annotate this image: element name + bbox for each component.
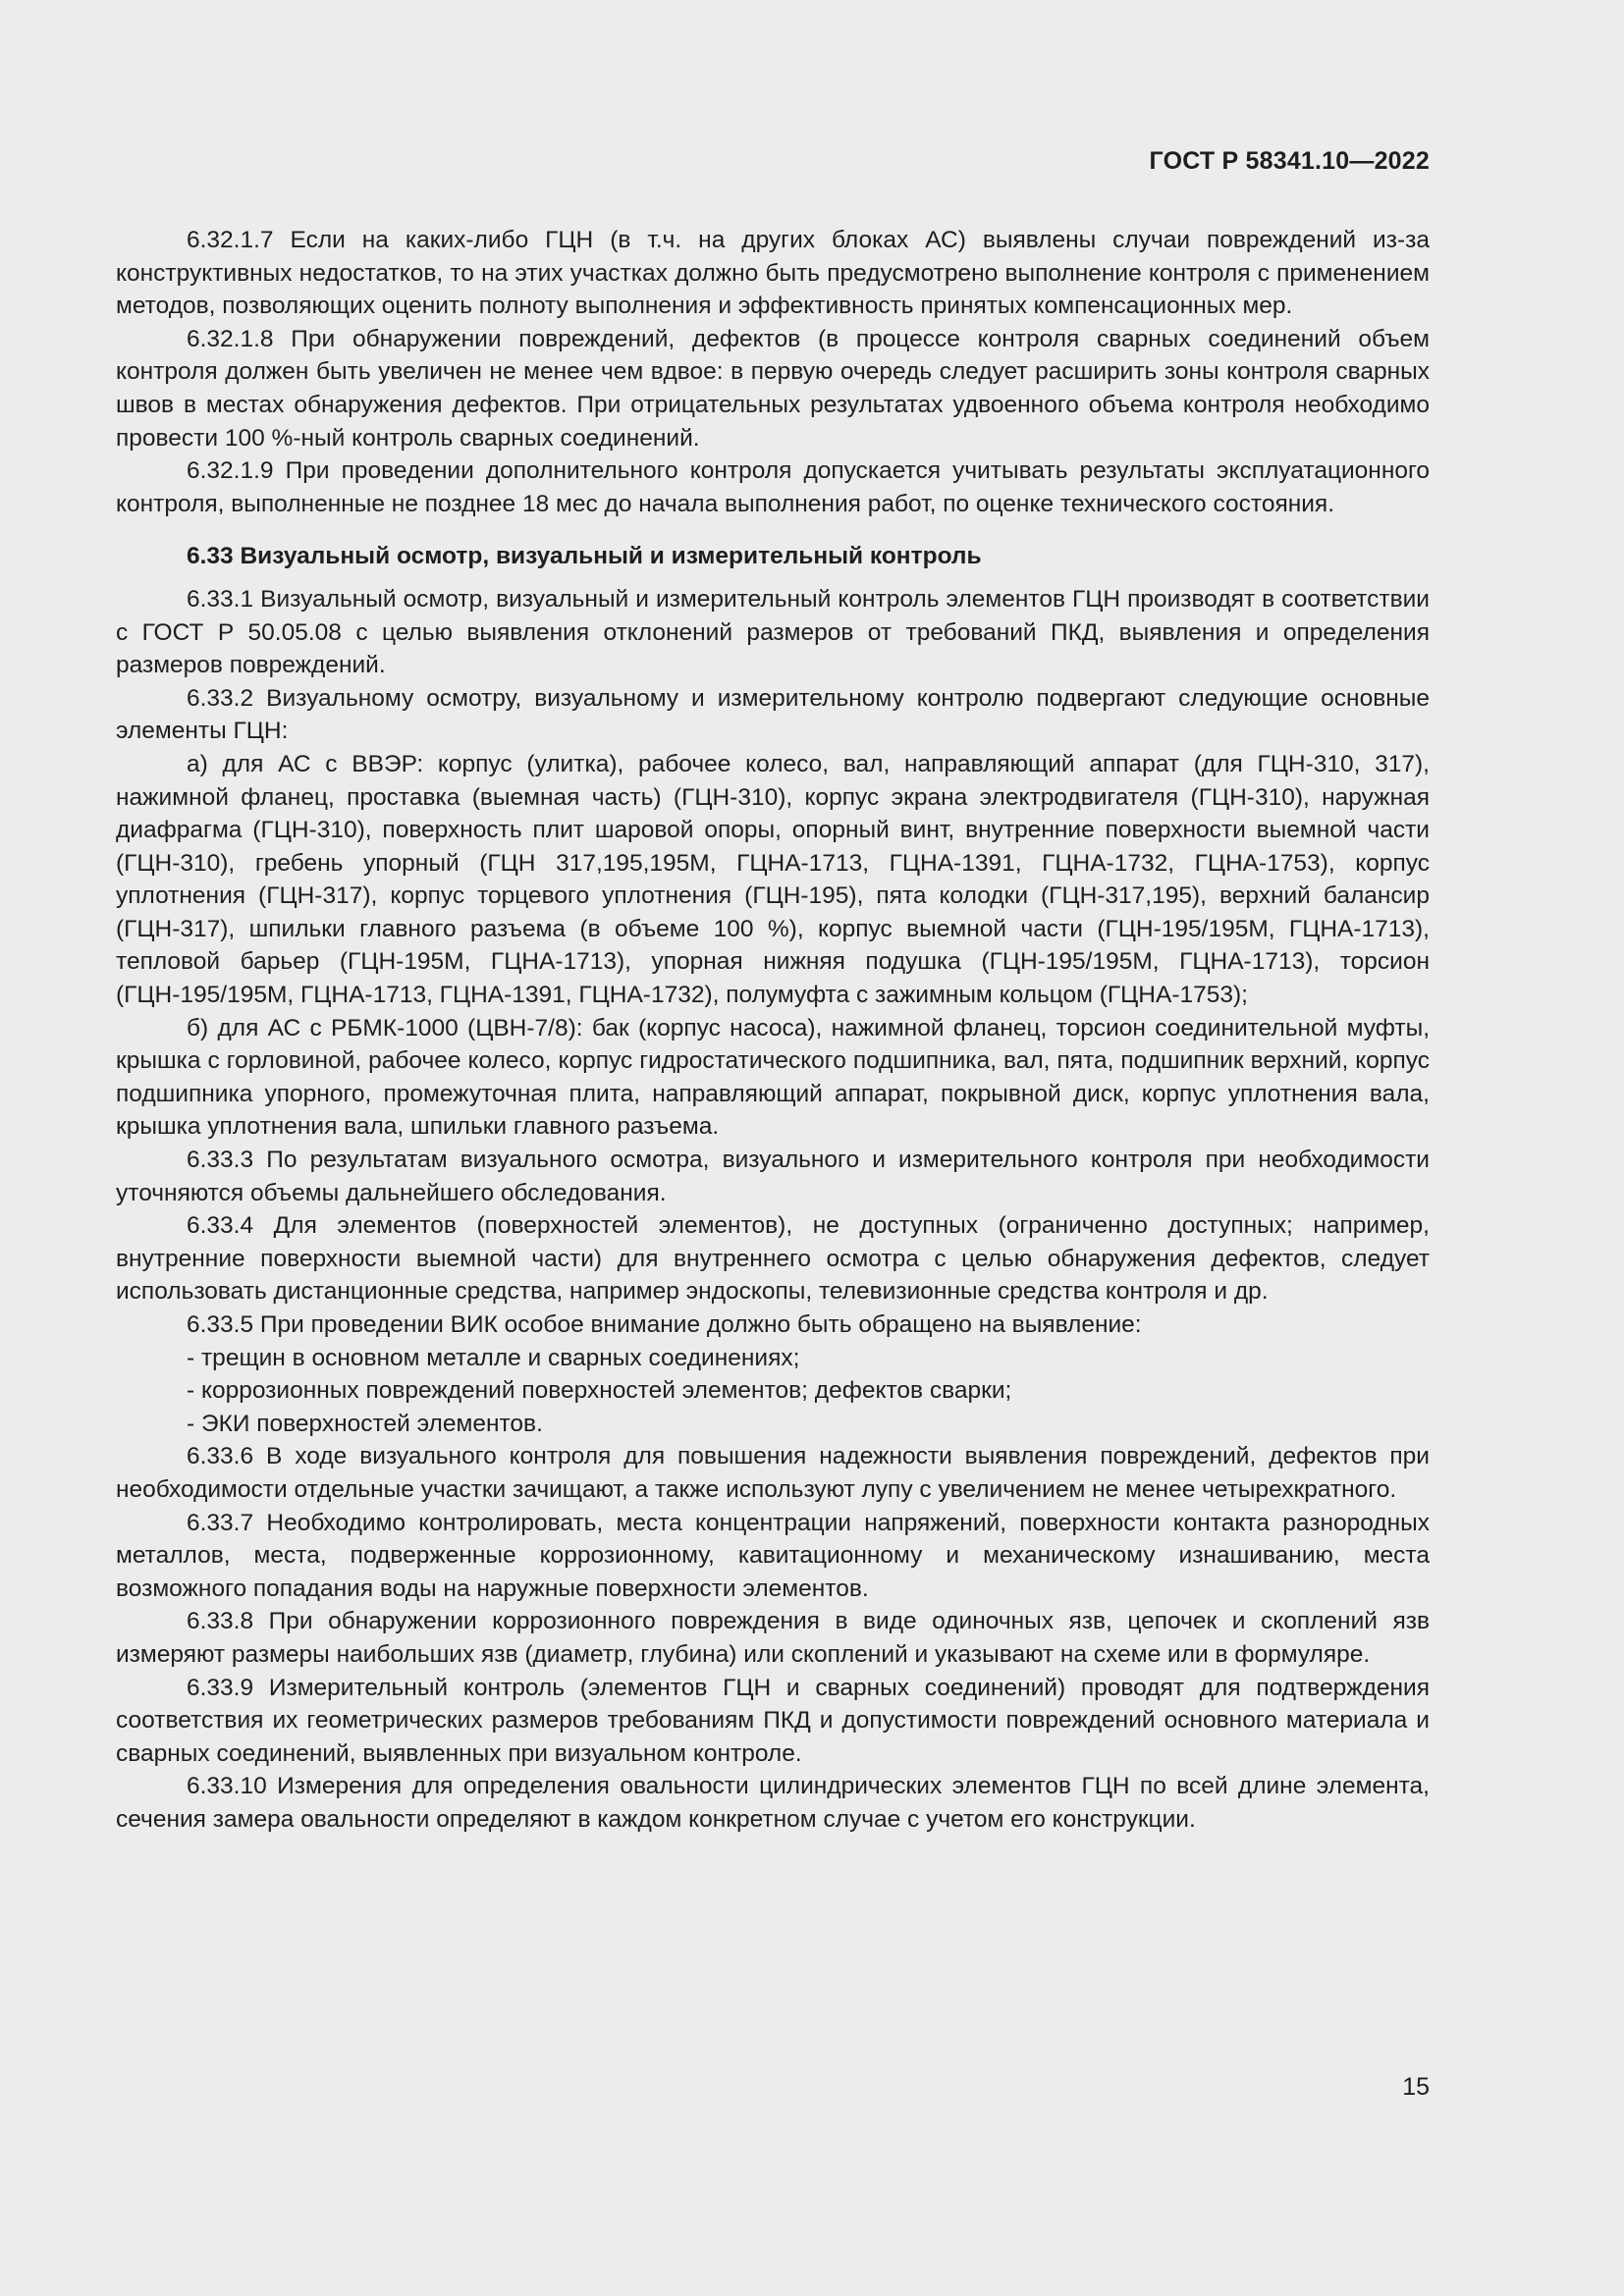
document-code: ГОСТ Р 58341.10—2022 xyxy=(1149,147,1430,175)
paragraph-6-33-1: 6.33.1 Визуальный осмотр, визуальный и измерительный контроль элементов ГЦН производят в соответствии с ГОСТ Р 50.05.08 с целью выявления отклонений размеров от требований ПКД, выявления и определения размеров повреждений. xyxy=(116,585,1430,679)
paragraph-6-33-6: 6.33.6 В ходе визуального контроля для повышения надежности выявления повреждений, дефектов при необходимости отдельные участки зачищают, а также используют лупу с увеличением не менее четырехкратного. xyxy=(116,1443,1430,1503)
list-item-b-rbmk: б) для АС с РБМК-1000 (ЦВН-7/8): бак (корпус насоса), нажимной фланец, торсион соединительной муфты, крышка с горловиной, рабочее колесо, корпус гидростатического подшипника, вал, пята, подшипник верхний, корпус подшипника упорного, промежуточная плита, направляющий аппарат, покрывной диск, корпус уплотнения вала, крышка уплотнения вала, шпильки главного разъема. xyxy=(116,1014,1430,1141)
paragraph-6-33-3: 6.33.3 По результатам визуального осмотра, визуального и измерительного контроля при необходимости уточняются объемы дальнейшего обследования. xyxy=(116,1147,1430,1206)
list-item-cracks: - трещин в основном металле и сварных соединениях; xyxy=(187,1344,800,1371)
paragraph-6-33-9: 6.33.9 Измерительный контроль (элементов ГЦН и сварных соединений) проводят для подтверждения соответствия их геометрических размеров требованиям ПКД и допустимости повреждений основного материала и сварных соединений, выявленных при визуальном контроле. xyxy=(116,1674,1430,1767)
paragraph-6-33-7: 6.33.7 Необходимо контролировать, места концентрации напряжений, поверхности контакта разнородных металлов, места, подверженные коррозионному, кавитационному и механическому изнашиванию, места возможного попадания воды на наружные поверхности элементов. xyxy=(116,1509,1430,1602)
list-item-a-vver: а) для АС с ВВЭР: корпус (улитка), рабочее колесо, вал, направляющий аппарат (для ГЦН-310, 317), нажимной фланец, проставка (выемная часть) (ГЦН-310), корпус экрана электродвигателя (ГЦН-310), наружная диафрагма (ГЦН-310), поверхность плит шаровой опоры, опорный винт, внутренние поверхности выемной части (ГЦН-310), гребень упорный (ГЦН 317,195,195М, ГЦНА-1713, ГЦНА-1391, ГЦНА-1732, ГЦНА-1753), корпус уплотнения (ГЦН-317), корпус торцевого уплотнения (ГЦН-195), пята колодки (ГЦН-317,195), верхний балансир (ГЦН-317), шпильки главного разъема (в объеме 100 %), корпус выемной части (ГЦН-195/195М, ГЦНА-1713), тепловой барьер (ГЦН-195М, ГЦНА-1713), упорная нижняя подушка (ГЦН-195/195М, ГЦНА-1713), торсион (ГЦН-195/195М, ГЦНА-1713, ГЦНА-1391, ГЦНА-1732), полумуфта с зажимным кольцом (ГЦНА-1753); xyxy=(116,750,1430,1009)
paragraph-6-33-5: 6.33.5 При проведении ВИК особое внимание должно быть обращено на выявление: xyxy=(187,1311,1142,1338)
paragraph-6-33-4: 6.33.4 Для элементов (поверхностей элементов), не доступных (ограниченно доступных; например, внутренние поверхности выемной части) для внутреннего осмотра с целью обнаружения дефектов, следует использовать дистанционные средства, например эндоскопы, телевизионные средства контроля и др. xyxy=(116,1212,1430,1306)
page-body xyxy=(116,224,1430,1837)
paragraph-6-33-2: 6.33.2 Визуальному осмотру, визуальному и измерительному контролю подвергают следующие основные элементы ГЦН: xyxy=(116,684,1430,745)
paragraph-6-32-1-9: 6.32.1.9 При проведении дополнительного контроля допускается учитывать результаты эксплуатационного контроля, выполненные не позднее 18 мес до начала выполнения работ, по оценке технического состояния. xyxy=(116,457,1430,517)
section-heading-6-33: 6.33 Визуальный осмотр, визуальный и измерительный контроль xyxy=(187,543,982,570)
paragraph-6-33-10: 6.33.10 Измерения для определения овальности цилиндрических элементов ГЦН по всей длине элемента, сечения замера овальности определяют в каждом конкретном случае с учетом его конструкции. xyxy=(116,1773,1430,1833)
page-number: 15 xyxy=(1402,2073,1430,2101)
paragraph-6-33-8: 6.33.8 При обнаружении коррозионного повреждения в виде одиночных язв, цепочек и скоплений язв измеряют размеры наибольших язв (диаметр, глубина) или скоплений и указывают на схеме или в формуляре. xyxy=(116,1608,1430,1668)
paragraph-6-32-1-7: 6.32.1.7 Если на каких-либо ГЦН (в т.ч. на других блоках АС) выявлены случаи повреждений из-за конструктивных недостатков, то на этих участках должно быть предусмотрено выполнение контроля с применением методов, позволяющих оценить полноту выполнения и эффективность принятых компенсационных мер. xyxy=(116,227,1430,320)
list-item-eki: - ЭКИ поверхностей элементов. xyxy=(187,1410,543,1437)
paragraph-6-32-1-8: 6.32.1.8 При обнаружении повреждений, дефектов (в процессе контроля сварных соединений объем контроля должен быть увеличен не менее чем вдвое: в первую очередь следует расширить зоны контроля сварных швов в местах обнаружения дефектов. При отрицательных результатах удвоенного объема контроля необходимо провести 100 %-ный контроль сварных соединений. xyxy=(116,325,1430,452)
list-item-corrosion: - коррозионных повреждений поверхностей элементов; дефектов сварки; xyxy=(187,1377,1012,1405)
